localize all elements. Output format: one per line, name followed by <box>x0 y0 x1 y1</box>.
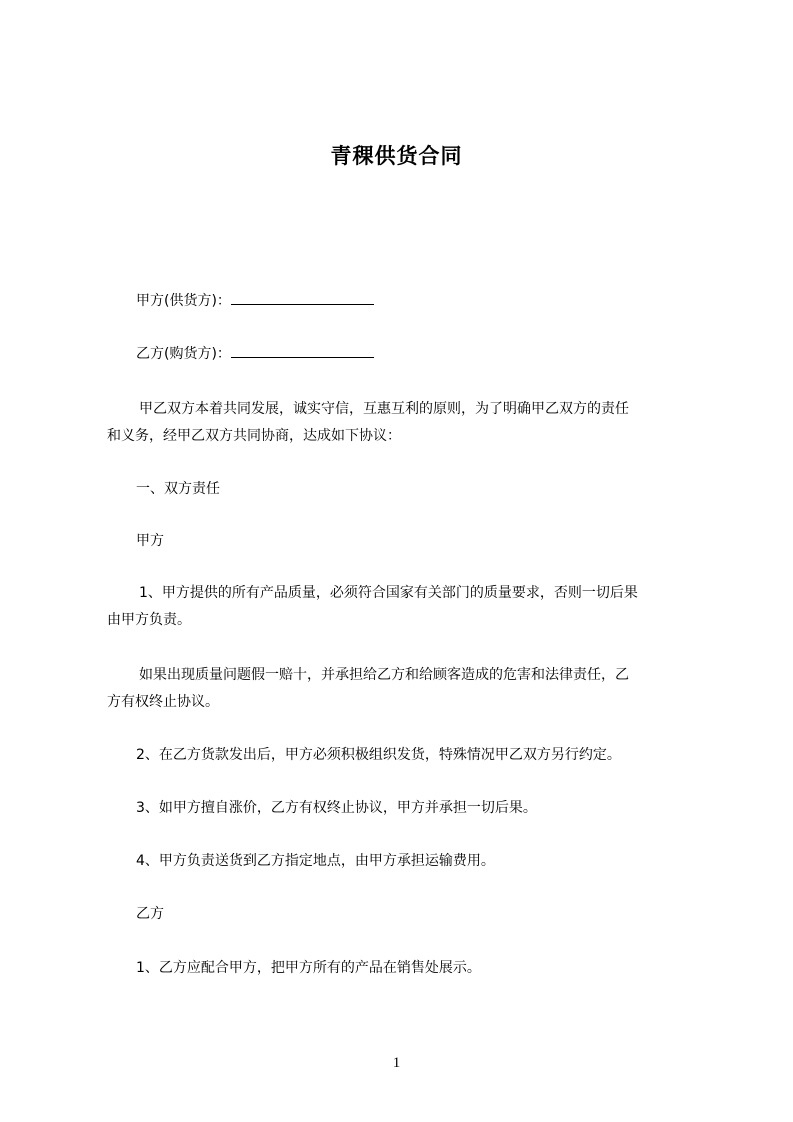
intro-text-1: 甲乙双方本着共同发展，诚实守信，互惠互利的原则，为了明确甲乙双方的责任 <box>139 401 629 417</box>
a-item1b-line-1 <box>107 660 712 690</box>
a-item1-text-2: 由甲方负责。 <box>107 612 191 628</box>
party-b-blank <box>231 345 374 358</box>
document-title: 青稞供货合同 <box>330 144 463 168</box>
intro-text-2: 和义务，经甲乙双方共同协商，达成如下协议： <box>107 428 401 444</box>
party-a-blank <box>231 292 374 305</box>
a-item1-line-2 <box>107 605 712 635</box>
party-b-heading-text: 乙方 <box>136 906 164 922</box>
party-a-heading <box>107 526 712 556</box>
party-b-line <box>107 339 712 369</box>
a-item1b-line-2 <box>107 687 712 717</box>
section-heading <box>107 474 712 504</box>
party-a-label: 甲方(供货方)： <box>136 293 231 309</box>
a-item3 <box>107 793 712 823</box>
a-item1-line-1 <box>107 578 712 608</box>
intro-paragraph-line-1 <box>107 394 712 424</box>
a-item4 <box>107 846 712 876</box>
party-a-line <box>107 286 712 316</box>
a-item1-text-1: 1、甲方提供的所有产品质量，必须符合国家有关部门的质量要求，否则一切后果 <box>139 585 638 601</box>
a-item1b-text-1: 如果出现质量问题假一赔十，并承担给乙方和给顾客造成的危害和法律责任，乙 <box>139 667 629 683</box>
party-b-heading <box>107 899 712 929</box>
a-item3-text: 3、如甲方擅自涨价，乙方有权终止协议，甲方并承担一切后果。 <box>136 800 537 816</box>
party-a-heading-text: 甲方 <box>136 533 164 549</box>
section-heading-text: 一、双方责任 <box>136 481 220 497</box>
party-b-label: 乙方(购货方)： <box>136 346 231 362</box>
a-item2-text: 2、在乙方货款发出后，甲方必须积极组织发货，特殊情况甲乙双方另行约定。 <box>136 747 621 763</box>
intro-paragraph-line-2 <box>107 421 712 451</box>
page-number: 1 <box>392 1055 401 1071</box>
a-item4-text: 4、甲方负责送货到乙方指定地点，由甲方承担运输费用。 <box>136 853 495 869</box>
b-item1 <box>107 953 712 983</box>
a-item1b-text-2: 方有权终止协议。 <box>107 694 219 710</box>
a-item2 <box>107 740 712 770</box>
b-item1-text: 1、乙方应配合甲方，把甲方所有的产品在销售处展示。 <box>136 960 481 976</box>
